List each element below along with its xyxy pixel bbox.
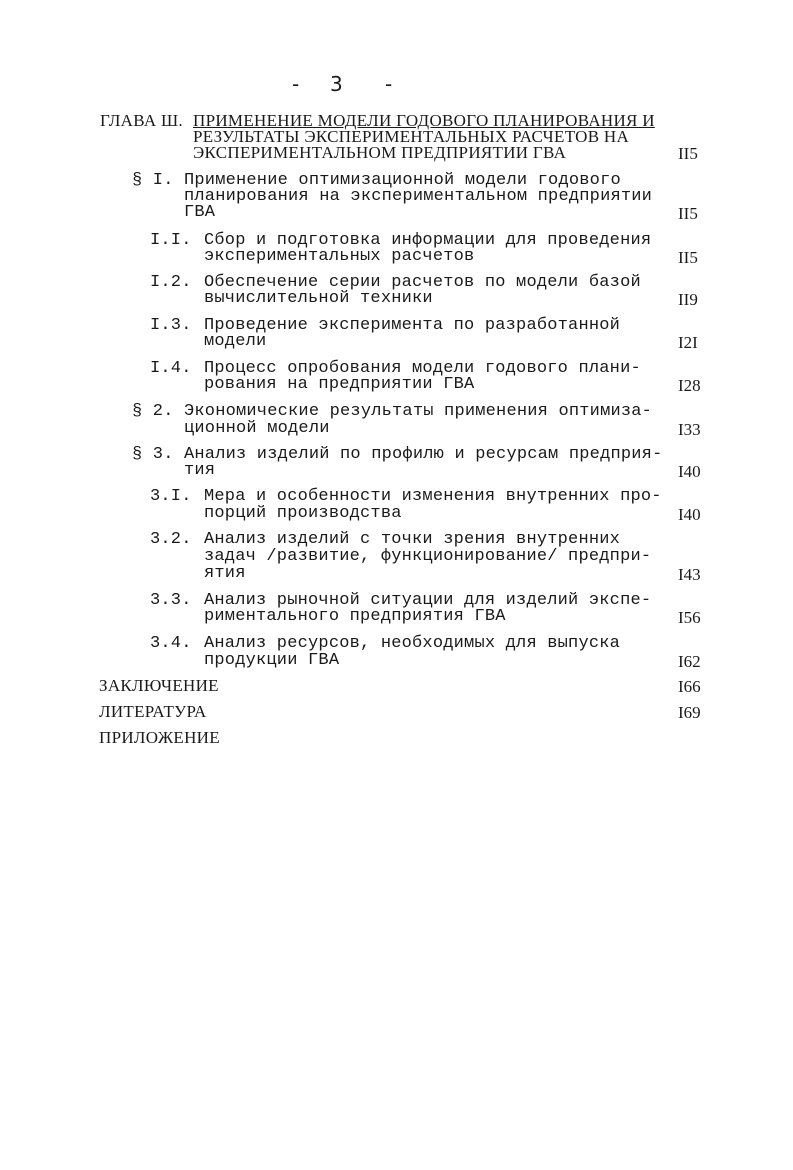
entry-number: § 2. bbox=[132, 402, 174, 421]
entry-line: Анализ ресурсов, необходимых для выпуска bbox=[204, 634, 621, 653]
entry-page: I40 bbox=[678, 505, 701, 524]
entry-line: Проведение эксперимента по разработанной bbox=[204, 316, 621, 335]
entry-line: тия bbox=[184, 461, 216, 480]
entry-number: § I. bbox=[132, 171, 174, 190]
entry-line: порций производства bbox=[204, 504, 402, 523]
back-matter-title: ПРИЛОЖЕНИЕ bbox=[99, 728, 220, 747]
entry-line: Процесс опробования модели годового плани- bbox=[204, 359, 641, 378]
back-matter-title: ЛИТЕРАТУРА bbox=[99, 702, 207, 721]
entry-number: I.2. bbox=[150, 273, 192, 292]
entry-number: § 3. bbox=[132, 445, 174, 464]
page-number-dash-left: - bbox=[292, 72, 300, 96]
entry-line: ционной модели bbox=[184, 419, 330, 438]
entry-page: I69 bbox=[678, 703, 701, 722]
entry-line: ятия bbox=[204, 564, 246, 583]
entry-line: Обеспечение серии расчетов по модели базой bbox=[204, 273, 641, 292]
entry-number: I.I. bbox=[150, 231, 192, 250]
entry-number: I.3. bbox=[150, 316, 192, 335]
chapter-page: II5 bbox=[678, 144, 698, 163]
entry-page: I2I bbox=[678, 333, 698, 352]
entry-line: планирования на экспериментальном предприятии bbox=[184, 187, 653, 206]
entry-line: задач /развитие, функционирование/ предпри- bbox=[204, 547, 652, 566]
entry-line: Анализ изделий по профилю и ресурсам предприя- bbox=[184, 445, 663, 464]
chapter-title-line: ЭКСПЕРИМЕНТАЛЬНОМ ПРЕДПРИЯТИИ ГВА bbox=[193, 143, 567, 162]
entry-line: модели bbox=[204, 332, 267, 351]
entry-line: рования на предприятии ГВА bbox=[204, 375, 475, 394]
entry-page: I56 bbox=[678, 608, 701, 627]
chapter-title-line: ПРИМЕНЕНИЕ МОДЕЛИ ГОДОВОГО ПЛАНИРОВАНИЯ И bbox=[193, 111, 655, 130]
entry-line: Анализ изделий с точки зрения внутренних bbox=[204, 530, 621, 549]
entry-line: Экономические результаты применения оптимиза- bbox=[184, 402, 653, 421]
entry-line: риментального предприятия ГВА bbox=[204, 607, 506, 626]
entry-number: 3.2. bbox=[150, 530, 192, 549]
entry-line: Мера и особенности изменения внутренних про- bbox=[204, 487, 662, 506]
chapter-label: ГЛАВА Ш. bbox=[100, 111, 183, 130]
entry-page: II5 bbox=[678, 248, 698, 267]
entry-page: I40 bbox=[678, 462, 701, 481]
entry-line: продукции ГВА bbox=[204, 651, 340, 670]
page-number-dash-right: - bbox=[385, 72, 393, 96]
entry-number: 3.3. bbox=[150, 591, 192, 610]
chapter-title-line: РЕЗУЛЬТАТЫ ЭКСПЕРИМЕНТАЛЬНЫХ РАСЧЕТОВ НА bbox=[193, 127, 630, 146]
entry-page: I43 bbox=[678, 565, 701, 584]
entry-line: Анализ рыночной ситуации для изделий экспе- bbox=[204, 591, 652, 610]
back-matter-title: ЗАКЛЮЧЕНИЕ bbox=[99, 676, 219, 695]
entry-page: I33 bbox=[678, 420, 701, 439]
page-number-value: 3 bbox=[330, 72, 343, 96]
entry-number: I.4. bbox=[150, 359, 192, 378]
entry-page: I66 bbox=[678, 677, 701, 696]
entry-line: экспериментальных расчетов bbox=[204, 247, 475, 266]
entry-line: вычислительной техники bbox=[204, 289, 433, 308]
entry-line: Применение оптимизационной модели годового bbox=[184, 171, 621, 190]
entry-number: 3.4. bbox=[150, 634, 192, 653]
entry-line: ГВА bbox=[184, 203, 216, 222]
entry-page: II9 bbox=[678, 290, 698, 309]
entry-page: I62 bbox=[678, 652, 701, 671]
entry-line: Сбор и подготовка информации для проведения bbox=[204, 231, 652, 250]
entry-page: II5 bbox=[678, 204, 698, 223]
entry-page: I28 bbox=[678, 376, 701, 395]
entry-number: 3.I. bbox=[150, 487, 192, 506]
